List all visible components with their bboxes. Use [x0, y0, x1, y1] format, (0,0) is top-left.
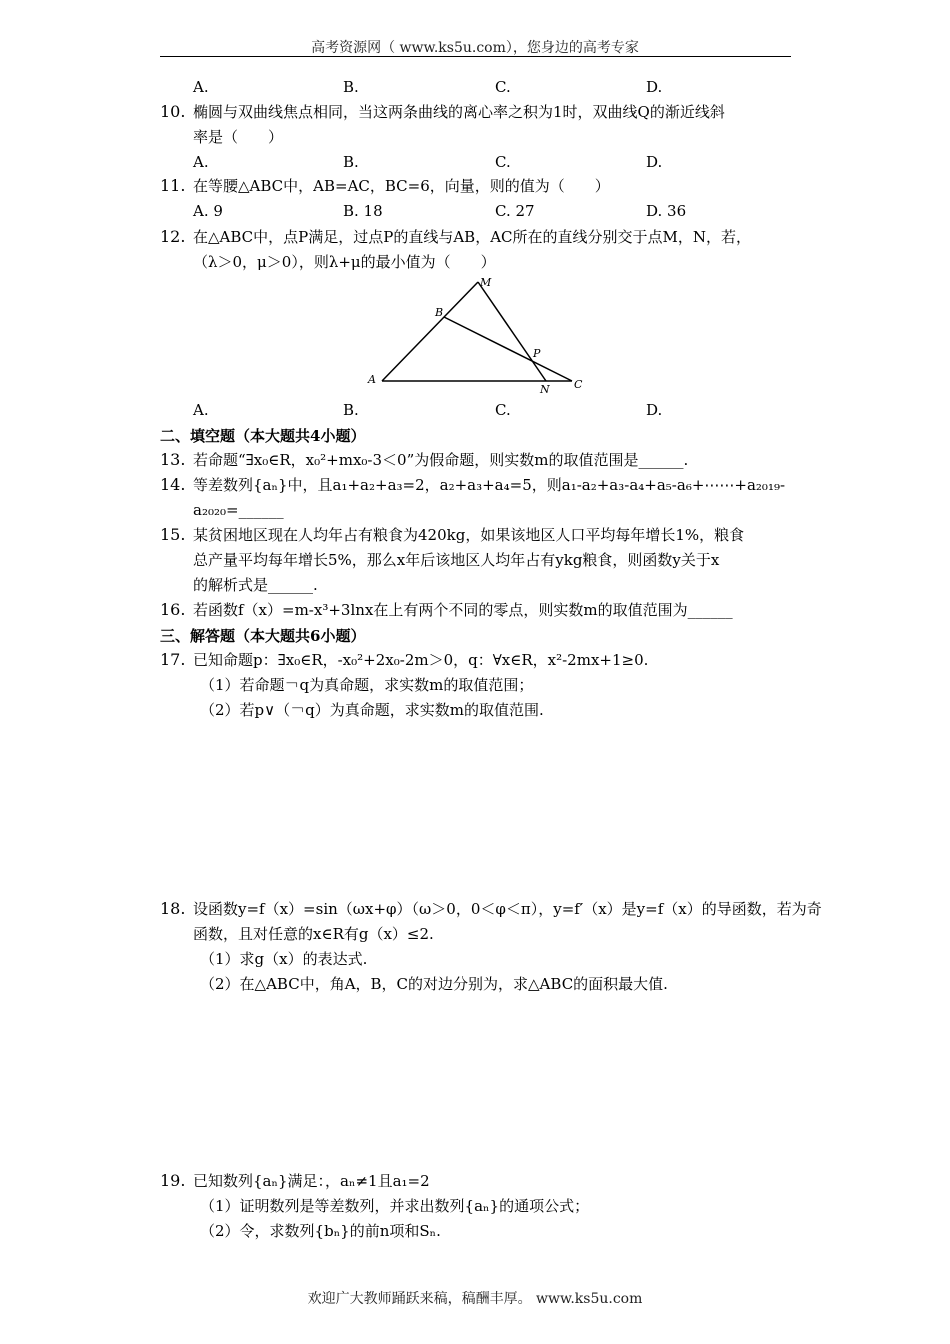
section-3-heading: 三、解答题（本大题共6小题）	[160, 627, 366, 645]
label-p: P	[533, 347, 541, 360]
q16-number: 16.	[160, 600, 186, 619]
line-mn	[478, 282, 546, 381]
label-b: B	[435, 306, 444, 319]
q19-text-1: 已知数列{aₙ}满足：，aₙ≠1且a₁=2	[193, 1172, 430, 1190]
q12-option-c: C.	[495, 401, 511, 419]
q18-sub-2: （2）在△ABC中，角A，B，C的对边分别为，求△ABC的面积最大值.	[200, 975, 668, 993]
q12-option-a: A.	[193, 401, 209, 419]
q11-option-b: B. 18	[343, 202, 383, 220]
q13-text-1: 若命题“∃x₀∈R，x₀²+mx₀-3＜0”为假命题，则实数m的取值范围是______.	[193, 451, 689, 469]
q19-number: 19.	[160, 1171, 186, 1190]
q15-text-3: 的解析式是______.	[193, 576, 318, 594]
q14-text-1: 等差数列{aₙ}中，且a₁+a₂+a₃=2，a₂+a₃+a₄=5，则a₁-a₂+a₃-a₄+a₅-a₆+⋯⋯+a₂₀₁₉-	[193, 476, 786, 494]
q9-option-a: A.	[193, 78, 209, 96]
q17-number: 17.	[160, 650, 186, 669]
line-am	[382, 282, 478, 381]
q11-option-c: C. 27	[495, 202, 535, 220]
q11-option-d: D. 36	[646, 202, 687, 220]
q17-sub-2: （2）若p∨（￢q）为真命题，求实数m的取值范围.	[200, 701, 544, 719]
header-rule	[160, 56, 791, 57]
q12-triangle-figure	[360, 272, 590, 397]
q14-text-2: a₂₀₂₀=______	[193, 501, 284, 519]
q17-text-1: 已知命题p：∃x₀∈R，-x₀²+2x₀-2m＞0，q：∀x∈R，x²-2mx+1≥0.	[193, 651, 649, 669]
q12-text-2: （λ＞0，μ＞0），则λ+μ的最小值为（ ）	[193, 253, 496, 271]
q10-text-2: 率是（ ）	[193, 128, 284, 146]
q10-option-d: D.	[646, 153, 663, 171]
page-footer: 欢迎广大教师踊跃来稿，稿酬丰厚。 www.ks5u.com	[307, 1291, 643, 1307]
q18-text-1: 设函数y=f（x）=sin（ωx+φ）（ω＞0，0＜φ＜π），y=f′（x）是y=f（x）的导函数，若为奇	[193, 900, 822, 918]
q18-number: 18.	[160, 899, 186, 918]
q11-option-a: A. 9	[193, 202, 223, 220]
q16-text-1: 若函数f（x）=m-x³+3lnx在上有两个不同的零点，则实数m的取值范围为______	[193, 601, 733, 619]
q9-option-b: B.	[343, 78, 359, 96]
q17-sub-1: （1）若命题￢q为真命题，求实数m的取值范围；	[200, 676, 534, 694]
q11-number: 11.	[160, 176, 186, 195]
q12-option-b: B.	[343, 401, 359, 419]
page-header: 高考资源网（ www.ks5u.com），您身边的高考专家	[311, 40, 639, 56]
q18-text-2: 函数，且对任意的x∈R有g（x）≤2.	[193, 925, 434, 943]
section-2-heading: 二、填空题（本大题共4小题）	[160, 427, 366, 445]
q19-sub-1: （1）证明数列是等差数列，并求出数列{aₙ}的通项公式；	[200, 1197, 590, 1215]
q19-sub-2: （2）令，求数列{bₙ}的前n项和Sₙ.	[200, 1222, 441, 1240]
q13-number: 13.	[160, 450, 186, 469]
q11-text-1: 在等腰△ABC中，AB=AC，BC=6，向量，则的值为（ ）	[193, 177, 610, 195]
q10-option-c: C.	[495, 153, 511, 171]
q12-number: 12.	[160, 227, 186, 246]
label-a: A	[368, 373, 376, 386]
q9-option-c: C.	[495, 78, 511, 96]
q10-text-1: 椭圆与双曲线焦点相同，当这两条曲线的离心率之积为1时，双曲线Q的渐近线斜	[193, 103, 725, 121]
q10-option-a: A.	[193, 153, 209, 171]
q10-option-b: B.	[343, 153, 359, 171]
label-n: N	[540, 383, 550, 396]
q14-number: 14.	[160, 475, 186, 494]
q12-option-d: D.	[646, 401, 663, 419]
q15-text-1: 某贫困地区现在人均年占有粮食为420kg，如果该地区人口平均每年增长1%，粮食	[193, 526, 745, 544]
q18-sub-1: （1）求g（x）的表达式.	[200, 950, 368, 968]
q15-text-2: 总产量平均每年增长5%，那么x年后该地区人均年占有ykg粮食，则函数y关于x	[193, 551, 720, 569]
label-m: M	[480, 276, 492, 289]
q15-number: 15.	[160, 525, 186, 544]
q12-text-1: 在△ABC中，点P满足，过点P的直线与AB，AC所在的直线分别交于点M，N，若，	[193, 228, 751, 246]
label-c: C	[574, 378, 583, 391]
q10-number: 10.	[160, 102, 186, 121]
q9-option-d: D.	[646, 78, 663, 96]
